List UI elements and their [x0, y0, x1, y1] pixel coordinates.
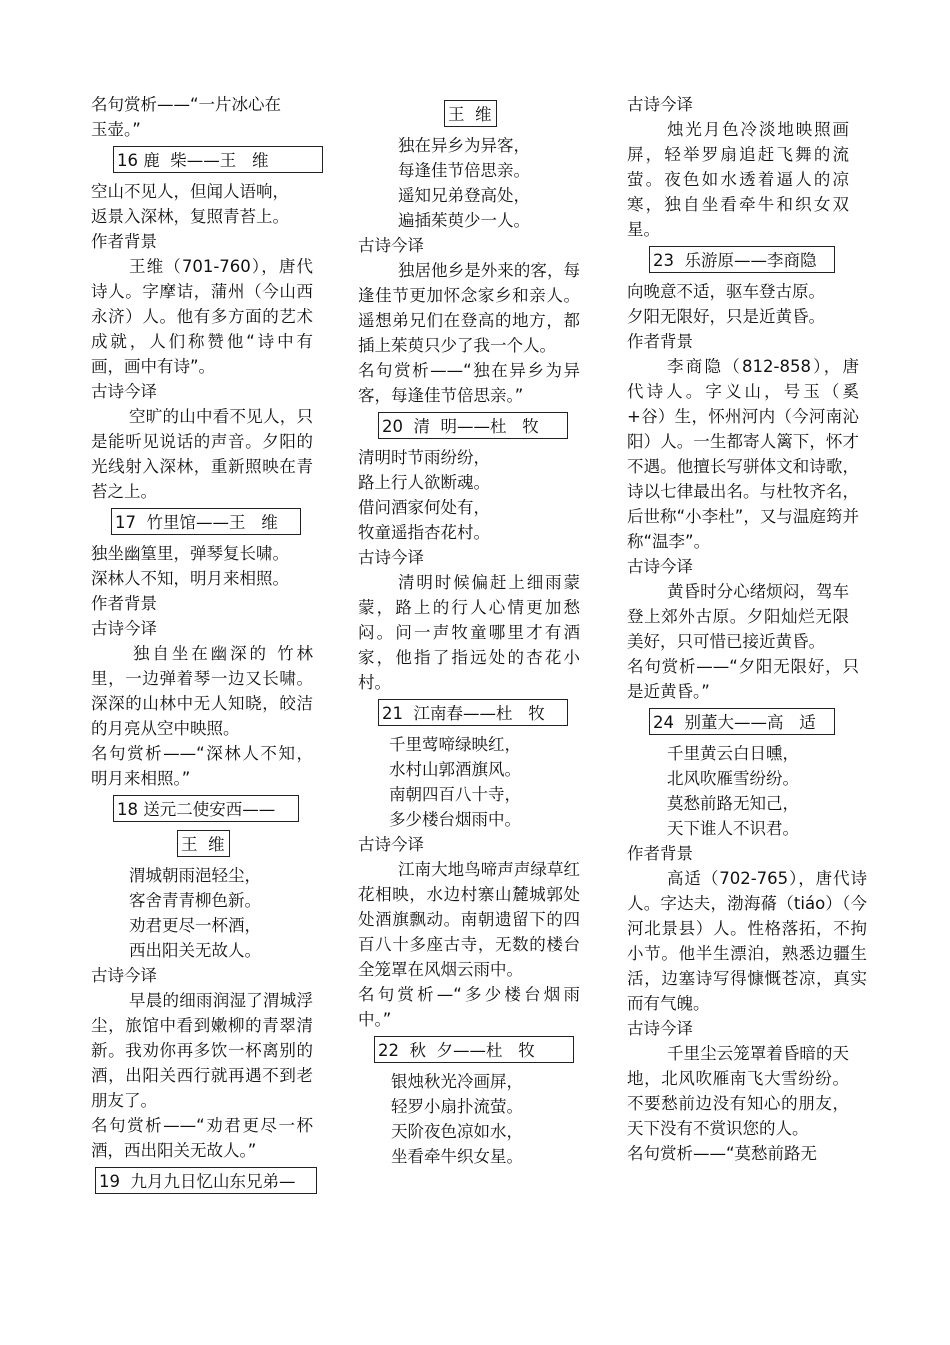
poem-21-title: 21 江南春——杜 牧 — [378, 699, 568, 726]
poem-17-line-1: 独坐幽篁里，弹琴复长啸。 — [91, 544, 289, 563]
poem-22-title: 22 秋 夕——杜 牧 — [374, 1036, 574, 1063]
quote-analysis-cont: 玉壶。” — [91, 120, 141, 139]
quote-analysis: 名句赏析——“夕阳无限好，只是近黄昏。” — [627, 657, 859, 701]
poem-17-title: 17 竹里馆——王 维 — [111, 508, 301, 535]
poem-20-line-3: 借问酒家何处有， — [358, 498, 490, 517]
poem-24-title: 24 别董大——高 适 — [649, 708, 835, 735]
poem-20-line-1: 清明时节雨纷纷， — [358, 448, 490, 467]
author-background-heading: 作者背景 — [627, 844, 693, 863]
poem-23-line-2: 夕阳无限好，只是近黄昏。 — [627, 307, 825, 326]
quote-analysis: 名句赏析——“莫愁前路无 — [627, 1144, 818, 1163]
translation-heading: 古诗今译 — [627, 557, 693, 576]
translation-text: 黄昏时分心绪烦闷，驾车登上郊外古原。夕阳灿烂无限美好，只可惜已接近黄昏。 — [627, 582, 849, 651]
poem-18-author: 王 维 — [177, 830, 230, 857]
poem-22-line-3: 天阶夜色凉如水， — [391, 1122, 523, 1141]
translation-heading: 古诗今译 — [358, 236, 424, 255]
poem-17-line-2: 深林人不知，明月来相照。 — [91, 569, 289, 588]
poem-18-title: 18 送元二使安西—— — [113, 795, 299, 822]
column-right — [627, 92, 867, 1166]
poem-24-line-3: 莫愁前路无知己， — [667, 794, 799, 813]
poem-16-title: 16 鹿 柴——王 维 — [113, 146, 323, 173]
quote-analysis: 名句赏析——“一片冰心在 — [91, 95, 282, 114]
quote-analysis: 名句赏析——“劝君更尽一杯酒，西出阳关无故人。” — [91, 1116, 313, 1160]
poem-16-line-1: 空山不见人，但闻人语响， — [91, 182, 289, 201]
quote-analysis: 名句赏析——“深林人不知，明月来相照。” — [91, 744, 313, 788]
poem-21-line-1: 千里莺啼绿映红， — [389, 735, 521, 754]
translation-text: 千里尘云笼罩着昏暗的天地，北风吹雁南飞大雪纷纷。不要愁前边没有知心的朋友，天下没有不赏识您的人。 — [627, 1044, 849, 1138]
poem-20-line-4: 牧童遥指杏花村。 — [358, 523, 490, 542]
column-left — [91, 92, 313, 1200]
poem-21-line-4: 多少楼台烟雨中。 — [389, 810, 521, 829]
poem-21-line-2: 水村山郭酒旗风。 — [389, 760, 521, 779]
column-middle — [358, 92, 580, 1169]
quote-analysis: 名句赏析——“独在异乡为异客，每逢佳节倍思亲。” — [358, 361, 580, 405]
translation-text: 独居他乡是外来的客，每逢佳节更加怀念家乡和亲人。遥想弟兄们在登高的地方，都插上茱萸只少了我一个人。 — [358, 261, 580, 355]
poem-22-line-2: 轻罗小扇扑流萤。 — [391, 1097, 523, 1116]
author-background-heading: 作者背景 — [91, 594, 157, 613]
poem-24-line-2: 北风吹雁雪纷纷。 — [667, 769, 799, 788]
translation-text: 烛光月色冷淡地映照画屏，轻举罗扇追赶飞舞的流萤。夜色如水透着逼人的凉寒，独自坐看牵牛和织女双星。 — [627, 120, 849, 239]
poem-19-title: 19 九月九日忆山东兄弟— — [95, 1167, 317, 1194]
translation-heading: 古诗今译 — [627, 95, 693, 114]
translation-text: 空旷的山中看不见人，只是能听见说话的声音。夕阳的光线射入深林，重新照映在青苔之上。 — [91, 407, 313, 501]
poem-23-title: 23 乐游原——李商隐 — [649, 246, 835, 273]
author-background-text: 李商隐（812-858），唐代诗人。字义山，号玉（奚+谷）生，怀州河内（今河南沁阳）人。一生都寄人篱下，怀才不遇。他擅长写骈体文和诗歌，诗以七律最出名。与杜牧齐名，后世称“小李杜”，又与温庭筠并称“温李”。 — [627, 357, 859, 551]
quote-analysis: 名句赏析—“多少楼台烟雨中。” — [358, 985, 580, 1029]
poem-18-line-1: 渭城朝雨浥轻尘， — [129, 866, 261, 885]
poem-18-line-2: 客舍青青柳色新。 — [129, 891, 261, 910]
poem-19-line-4: 遍插茱萸少一人。 — [398, 211, 530, 230]
poem-22-line-1: 银烛秋光冷画屏， — [391, 1072, 523, 1091]
poem-18-line-4: 西出阳关无故人。 — [129, 941, 261, 960]
poem-23-line-1: 向晚意不适，驱车登古原。 — [627, 282, 825, 301]
translation-heading: 古诗今译 — [91, 382, 157, 401]
translation-heading: 古诗今译 — [91, 966, 157, 985]
poem-19-author: 王 维 — [444, 100, 497, 127]
author-background-heading: 作者背景 — [627, 332, 693, 351]
poem-24-line-1: 千里黄云白日曛， — [667, 744, 799, 763]
poem-24-line-4: 天下谁人不识君。 — [667, 819, 799, 838]
poem-19-line-3: 遥知兄弟登高处， — [398, 186, 530, 205]
author-background-text: 高适（702-765），唐代诗人。字达夫，渤海蓨（tiáo）（今河北景县）人。性格落拓，不拘小节。他半生漂泊，熟悉边疆生活，边塞诗写得慷慨苍凉，真实而有气魄。 — [627, 869, 867, 1013]
author-background-text: 王维（701-760），唐代诗人。字摩诘，蒲州（今山西永济）人。他有多方面的艺术成就，人们称赞他“诗中有画，画中有诗”。 — [91, 257, 313, 376]
poem-16-line-2: 返景入深林，复照青苔上。 — [91, 207, 289, 226]
translation-text: 清明时候偏赶上细雨蒙蒙，路上的行人心情更加愁闷。问一声牧童哪里才有酒家，他指了指远处的杏花小村。 — [358, 573, 580, 692]
poem-21-line-3: 南朝四百八十寺， — [389, 785, 521, 804]
poem-22-line-4: 坐看牵牛织女星。 — [391, 1147, 523, 1166]
poem-19-line-1: 独在异乡为异客， — [398, 136, 530, 155]
translation-heading: 古诗今译 — [358, 835, 424, 854]
translation-heading: 古诗今译 — [91, 619, 157, 638]
poem-20-line-2: 路上行人欲断魂。 — [358, 473, 490, 492]
poem-18-line-3: 劝君更尽一杯酒， — [129, 916, 261, 935]
translation-text: 江南大地鸟啼声声绿草红花相映，水边村寨山麓城郭处处酒旗飘动。南朝遗留下的四百八十多座古寺，无数的楼台全笼罩在风烟云雨中。 — [358, 860, 580, 979]
translation-heading: 古诗今译 — [358, 548, 424, 567]
translation-heading: 古诗今译 — [627, 1019, 693, 1038]
poem-19-line-2: 每逢佳节倍思亲。 — [398, 161, 530, 180]
translation-text: 独自坐在幽深的 竹林里，一边弹着琴一边又长啸。深深的山林中无人知晓，皎洁的月亮从空中映照。 — [91, 644, 313, 738]
translation-text: 早晨的细雨润湿了渭城浮尘，旅馆中看到嫩柳的青翠清新。我劝你再多饮一杯离别的酒，出阳关西行就再遇不到老朋友了。 — [91, 991, 313, 1110]
poem-20-title: 20 清 明——杜 牧 — [378, 412, 568, 439]
author-background-heading: 作者背景 — [91, 232, 157, 251]
